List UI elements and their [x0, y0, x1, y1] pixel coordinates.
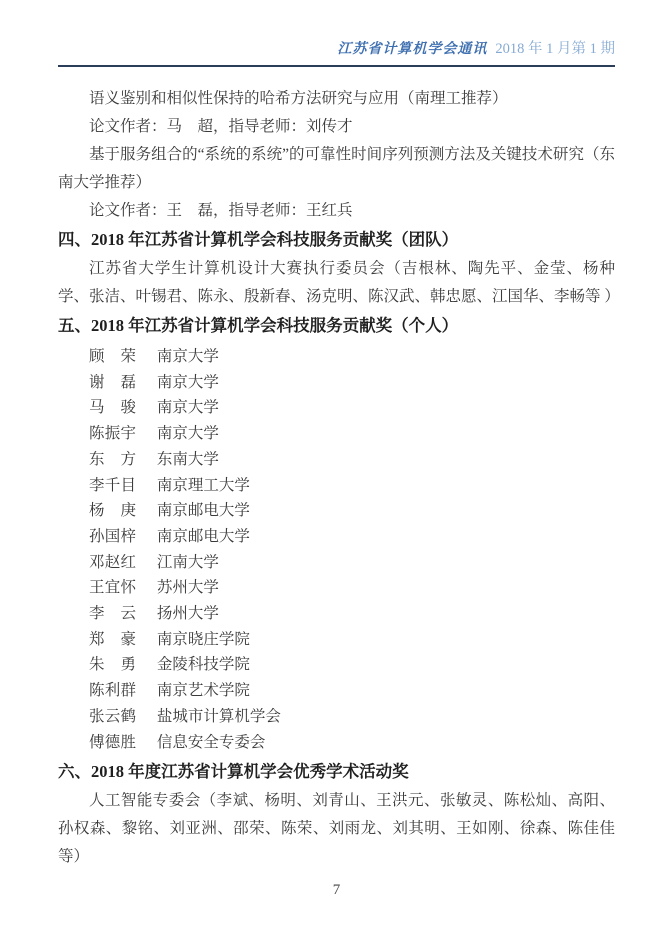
awardee-affiliation: 江南大学 — [156, 553, 219, 571]
awardee-name: 陈利群 — [89, 682, 136, 700]
awardee-row — [89, 627, 615, 653]
awardee-affiliation: 扬州大学 — [156, 605, 219, 623]
page-number: 7 — [332, 882, 341, 899]
awardee-affiliation: 南京大学 — [156, 373, 219, 391]
awardee-name: 郑豪 — [89, 630, 136, 648]
paper2-title: 基于服务组合的“系统的系统”的可靠性时间序列预测方法及关键技术研究（东南大学推荐） — [58, 146, 615, 191]
section-heading-team-award: 四、2018 年江苏省计算机学会科技服务贡献奖（团队） — [58, 230, 459, 249]
awardee-name: 孙国梓 — [89, 527, 136, 545]
awardee-name: 邓赵红 — [89, 553, 136, 571]
awardee-name: 谢磊 — [89, 373, 136, 391]
awardee-affiliation: 南京晓庄学院 — [156, 630, 250, 648]
awardee-affiliation: 东南大学 — [156, 450, 219, 468]
awardee-name: 朱勇 — [89, 656, 136, 674]
awardee-affiliation: 盐城市计算机学会 — [156, 707, 281, 725]
awardee-row — [89, 421, 615, 447]
awardee-affiliation: 南京大学 — [156, 348, 219, 365]
body-text — [58, 85, 620, 900]
awardee-affiliation: 苏州大学 — [156, 579, 219, 597]
section-heading-academic-award: 六、2018 年度江苏省计算机学会优秀学术活动奖 — [58, 762, 409, 782]
awardee-affiliation: 信息安全专委会 — [156, 733, 266, 751]
paper2-authors: 论文作者：王 磊，指导老师：王红兵 — [89, 202, 353, 219]
awardee-row — [89, 575, 615, 601]
awardee-name: 杨庚 — [89, 502, 136, 520]
awardee-row — [89, 473, 615, 499]
awardee-row — [89, 678, 615, 704]
awardee-row — [89, 447, 615, 473]
awardee-affiliation: 南京邮电大学 — [156, 502, 250, 520]
page-header — [58, 40, 615, 59]
awardee-name: 马骏 — [89, 399, 136, 417]
awardee-row — [89, 370, 615, 396]
awardee-row — [89, 601, 615, 627]
awardee-affiliation: 金陵科技学院 — [156, 656, 250, 674]
awardee-name: 东方 — [89, 450, 136, 468]
awardee-row — [89, 550, 615, 576]
awardee-row — [89, 730, 615, 756]
academic-award-paragraph: 人工智能专委会（李斌、杨明、刘青山、王洪元、张敏灵、陈松灿、高阳、孙权森、黎铭、刘亚洲、邵荣、陈荣、刘雨龙、刘其明、王如刚、徐森、陈佳佳等） — [58, 792, 615, 866]
awardee-name: 陈振宇 — [89, 425, 136, 443]
paper1-title: 语义鉴别和相似性保持的哈希方法研究与应用（南理工推荐） — [89, 90, 508, 107]
awardee-row — [89, 498, 615, 524]
awardee-row — [89, 344, 615, 370]
header-rule-divider — [58, 65, 615, 67]
awardee-name: 张云鹤 — [89, 707, 136, 725]
awardee-affiliation: 南京理工大学 — [156, 476, 250, 494]
awardee-name: 王宜怀 — [89, 579, 136, 597]
team-award-paragraph: 江苏省大学生计算机设计大赛执行委员会（吉根林、陶先平、金莹、杨种学、张洁、叶锡君、陈永、殷新春、汤克明、陈汉武、韩忠愿、江国华、李畅等 ） — [58, 260, 620, 305]
awardee-name: 李千目 — [89, 476, 136, 494]
awardee-affiliation: 南京邮电大学 — [156, 527, 250, 545]
awardee-row — [89, 652, 615, 678]
awardee-row — [89, 524, 615, 550]
awardee-affiliation: 南京大学 — [156, 399, 219, 417]
awardee-row — [89, 395, 615, 421]
paper1-authors: 论文作者：马 超，指导老师：刘传才 — [89, 118, 353, 135]
issue-info: 2018 年 1 月第 1 期 — [495, 41, 615, 57]
individual-awardee-list — [89, 344, 615, 755]
awardee-row — [89, 704, 615, 730]
section-heading-individual-award: 五、2018 年江苏省计算机学会科技服务贡献奖（个人） — [58, 316, 459, 335]
awardee-affiliation: 南京大学 — [156, 425, 219, 443]
awardee-name: 李云 — [89, 605, 136, 623]
awardee-affiliation: 南京艺术学院 — [156, 682, 250, 700]
awardee-name: 傅德胜 — [89, 733, 136, 751]
awardee-name: 顾荣 — [89, 348, 136, 365]
journal-title: 江苏省计算机学会通讯 — [337, 42, 488, 57]
